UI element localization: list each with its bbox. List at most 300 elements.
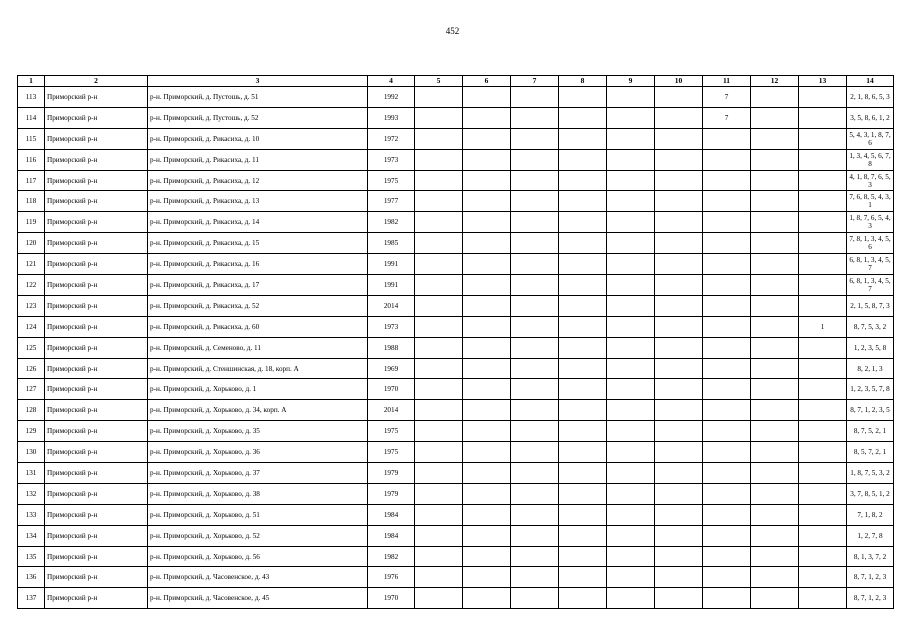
table-row <box>18 295 894 316</box>
cell-district: Приморский р-н <box>45 400 148 421</box>
cell-district: Приморский р-н <box>45 358 148 379</box>
cell-c9 <box>607 337 655 358</box>
cell-c14: 8, 7, 1, 2, 3 <box>847 588 894 609</box>
cell-district: Приморский р-н <box>45 87 148 108</box>
cell-c5 <box>415 337 463 358</box>
data-table <box>17 75 894 609</box>
cell-c13 <box>799 525 847 546</box>
cell-address: р-н. Приморский, д. Хорьково, д. 38 <box>148 483 368 504</box>
cell-c14: 1, 8, 7, 6, 5, 4, 3 <box>847 212 894 233</box>
cell-c12 <box>751 149 799 170</box>
cell-c8 <box>559 191 607 212</box>
cell-c6 <box>463 275 511 296</box>
cell-c11 <box>703 442 751 463</box>
cell-c5 <box>415 149 463 170</box>
table-row <box>18 170 894 191</box>
cell-c8 <box>559 588 607 609</box>
cell-c6 <box>463 254 511 275</box>
cell-n: 123 <box>18 295 45 316</box>
cell-c10 <box>655 588 703 609</box>
cell-year: 2014 <box>368 295 415 316</box>
cell-c9 <box>607 463 655 484</box>
cell-c8 <box>559 567 607 588</box>
cell-c7 <box>511 463 559 484</box>
cell-c8 <box>559 463 607 484</box>
table-row <box>18 128 894 149</box>
cell-c11 <box>703 504 751 525</box>
cell-c11 <box>703 567 751 588</box>
cell-c14: 7, 6, 8, 5, 4, 3, 1 <box>847 191 894 212</box>
cell-c10 <box>655 421 703 442</box>
cell-c5 <box>415 191 463 212</box>
cell-c13 <box>799 128 847 149</box>
cell-c11 <box>703 191 751 212</box>
cell-c7 <box>511 379 559 400</box>
column-header: 10 <box>655 76 703 87</box>
cell-n: 128 <box>18 400 45 421</box>
cell-year: 1991 <box>368 254 415 275</box>
cell-c10 <box>655 358 703 379</box>
cell-district: Приморский р-н <box>45 421 148 442</box>
cell-district: Приморский р-н <box>45 483 148 504</box>
cell-c9 <box>607 170 655 191</box>
cell-c5 <box>415 295 463 316</box>
cell-c7 <box>511 442 559 463</box>
cell-c8 <box>559 275 607 296</box>
table-row <box>18 337 894 358</box>
cell-c9 <box>607 191 655 212</box>
cell-c10 <box>655 442 703 463</box>
cell-c10 <box>655 295 703 316</box>
table-row <box>18 233 894 254</box>
cell-district: Приморский р-н <box>45 442 148 463</box>
cell-c11: 7 <box>703 87 751 108</box>
cell-c12 <box>751 107 799 128</box>
cell-c5 <box>415 588 463 609</box>
cell-c13 <box>799 421 847 442</box>
cell-c13 <box>799 546 847 567</box>
cell-n: 122 <box>18 275 45 296</box>
cell-c12 <box>751 421 799 442</box>
cell-n: 135 <box>18 546 45 567</box>
cell-c11 <box>703 170 751 191</box>
cell-c12 <box>751 170 799 191</box>
cell-c12 <box>751 316 799 337</box>
cell-address: р-н. Приморский, д. Рикасиха, д. 13 <box>148 191 368 212</box>
table-row <box>18 87 894 108</box>
table-row <box>18 212 894 233</box>
cell-c14: 8, 7, 1, 2, 3 <box>847 567 894 588</box>
cell-c14: 8, 5, 7, 2, 1 <box>847 442 894 463</box>
table-row <box>18 191 894 212</box>
cell-c8 <box>559 316 607 337</box>
cell-c9 <box>607 483 655 504</box>
cell-c12 <box>751 546 799 567</box>
cell-c5 <box>415 567 463 588</box>
cell-c13 <box>799 588 847 609</box>
table-row <box>18 149 894 170</box>
cell-address: р-н. Приморский, д. Часовенское, д. 45 <box>148 588 368 609</box>
cell-address: р-н. Приморский, д. Часовенское, д. 43 <box>148 567 368 588</box>
cell-c7 <box>511 546 559 567</box>
cell-c12 <box>751 525 799 546</box>
cell-district: Приморский р-н <box>45 504 148 525</box>
cell-address: р-н. Приморский, д. Пустошь, д. 51 <box>148 87 368 108</box>
cell-c10 <box>655 316 703 337</box>
cell-c6 <box>463 233 511 254</box>
cell-c9 <box>607 421 655 442</box>
cell-district: Приморский р-н <box>45 316 148 337</box>
cell-c8 <box>559 254 607 275</box>
cell-c7 <box>511 191 559 212</box>
cell-year: 1972 <box>368 128 415 149</box>
cell-c11 <box>703 358 751 379</box>
cell-district: Приморский р-н <box>45 525 148 546</box>
cell-address: р-н. Приморский, д. Семеново, д. 11 <box>148 337 368 358</box>
cell-year: 1969 <box>368 358 415 379</box>
cell-c6 <box>463 358 511 379</box>
cell-c10 <box>655 567 703 588</box>
cell-c5 <box>415 107 463 128</box>
cell-c12 <box>751 191 799 212</box>
cell-c8 <box>559 442 607 463</box>
cell-district: Приморский р-н <box>45 275 148 296</box>
cell-c14: 4, 1, 8, 7, 6, 5, 3 <box>847 170 894 191</box>
column-header: 6 <box>463 76 511 87</box>
cell-address: р-н. Приморский, д. Хорьково, д. 35 <box>148 421 368 442</box>
column-header: 1 <box>18 76 45 87</box>
cell-n: 119 <box>18 212 45 233</box>
cell-district: Приморский р-н <box>45 233 148 254</box>
cell-c12 <box>751 87 799 108</box>
cell-c9 <box>607 358 655 379</box>
cell-n: 133 <box>18 504 45 525</box>
cell-c9 <box>607 316 655 337</box>
cell-c11 <box>703 483 751 504</box>
cell-year: 1992 <box>368 87 415 108</box>
cell-c6 <box>463 504 511 525</box>
cell-c6 <box>463 421 511 442</box>
cell-c8 <box>559 483 607 504</box>
cell-c12 <box>751 400 799 421</box>
cell-c12 <box>751 463 799 484</box>
cell-c5 <box>415 212 463 233</box>
cell-c11 <box>703 463 751 484</box>
cell-c13 <box>799 400 847 421</box>
cell-district: Приморский р-н <box>45 149 148 170</box>
page-number: 452 <box>445 26 460 36</box>
cell-c5 <box>415 442 463 463</box>
cell-c6 <box>463 463 511 484</box>
cell-district: Приморский р-н <box>45 212 148 233</box>
cell-c6 <box>463 170 511 191</box>
cell-c11 <box>703 316 751 337</box>
cell-c9 <box>607 212 655 233</box>
table-row <box>18 483 894 504</box>
table-row <box>18 379 894 400</box>
cell-district: Приморский р-н <box>45 295 148 316</box>
cell-c12 <box>751 504 799 525</box>
cell-n: 114 <box>18 107 45 128</box>
cell-c6 <box>463 295 511 316</box>
cell-c13 <box>799 442 847 463</box>
cell-n: 125 <box>18 337 45 358</box>
cell-c14: 8, 1, 3, 7, 2 <box>847 546 894 567</box>
cell-c13 <box>799 191 847 212</box>
cell-year: 1991 <box>368 275 415 296</box>
cell-c10 <box>655 254 703 275</box>
cell-address: р-н. Приморский, д. Хорьково, д. 1 <box>148 379 368 400</box>
cell-c8 <box>559 358 607 379</box>
cell-n: 116 <box>18 149 45 170</box>
cell-c10 <box>655 275 703 296</box>
column-header: 9 <box>607 76 655 87</box>
cell-c14: 8, 2, 1, 3 <box>847 358 894 379</box>
cell-c10 <box>655 463 703 484</box>
cell-c10 <box>655 504 703 525</box>
cell-address: р-н. Приморский, д. Хорьково, д. 56 <box>148 546 368 567</box>
cell-c14: 8, 7, 5, 3, 2 <box>847 316 894 337</box>
cell-address: р-н. Приморский, д. Хорьково, д. 34, корп. А <box>148 400 368 421</box>
cell-c6 <box>463 525 511 546</box>
cell-district: Приморский р-н <box>45 128 148 149</box>
cell-c5 <box>415 421 463 442</box>
table-row <box>18 400 894 421</box>
table-row <box>18 588 894 609</box>
cell-c14: 3, 5, 8, 6, 1, 2 <box>847 107 894 128</box>
table-row <box>18 316 894 337</box>
cell-n: 137 <box>18 588 45 609</box>
cell-address: р-н. Приморский, д. Хорьково, д. 37 <box>148 463 368 484</box>
cell-year: 1975 <box>368 421 415 442</box>
cell-year: 1975 <box>368 170 415 191</box>
cell-c10 <box>655 400 703 421</box>
cell-c14: 1, 3, 4, 5, 6, 7, 8 <box>847 149 894 170</box>
cell-c10 <box>655 128 703 149</box>
column-header: 7 <box>511 76 559 87</box>
cell-address: р-н. Приморский, д. Рикасиха, д. 15 <box>148 233 368 254</box>
cell-c14: 2, 1, 8, 6, 5, 3 <box>847 87 894 108</box>
cell-c12 <box>751 588 799 609</box>
cell-c9 <box>607 442 655 463</box>
cell-c13 <box>799 295 847 316</box>
cell-c13 <box>799 212 847 233</box>
cell-n: 118 <box>18 191 45 212</box>
cell-address: р-н. Приморский, д. Рикасиха, д. 16 <box>148 254 368 275</box>
cell-c5 <box>415 316 463 337</box>
cell-address: р-н. Приморский, д. Рикасиха, д. 60 <box>148 316 368 337</box>
cell-c5 <box>415 483 463 504</box>
cell-c10 <box>655 191 703 212</box>
cell-c6 <box>463 400 511 421</box>
cell-year: 1984 <box>368 525 415 546</box>
cell-c7 <box>511 170 559 191</box>
cell-c6 <box>463 567 511 588</box>
cell-c5 <box>415 463 463 484</box>
cell-year: 1975 <box>368 442 415 463</box>
cell-c13 <box>799 567 847 588</box>
cell-c6 <box>463 149 511 170</box>
cell-c13 <box>799 107 847 128</box>
cell-c6 <box>463 212 511 233</box>
cell-c7 <box>511 525 559 546</box>
cell-c9 <box>607 567 655 588</box>
cell-n: 129 <box>18 421 45 442</box>
table-row <box>18 442 894 463</box>
cell-c5 <box>415 358 463 379</box>
cell-c5 <box>415 504 463 525</box>
cell-year: 1973 <box>368 316 415 337</box>
cell-district: Приморский р-н <box>45 546 148 567</box>
cell-c11 <box>703 400 751 421</box>
cell-district: Приморский р-н <box>45 337 148 358</box>
cell-year: 1984 <box>368 504 415 525</box>
cell-c12 <box>751 567 799 588</box>
cell-year: 1979 <box>368 463 415 484</box>
cell-c7 <box>511 233 559 254</box>
column-header: 12 <box>751 76 799 87</box>
cell-year: 1982 <box>368 546 415 567</box>
cell-c11 <box>703 337 751 358</box>
cell-c11 <box>703 421 751 442</box>
cell-year: 1993 <box>368 107 415 128</box>
cell-c7 <box>511 483 559 504</box>
header-row <box>18 76 894 87</box>
column-header: 3 <box>148 76 368 87</box>
cell-c13 <box>799 504 847 525</box>
cell-c10 <box>655 483 703 504</box>
cell-address: р-н. Приморский, д. Рикасиха, д. 52 <box>148 295 368 316</box>
cell-c13 <box>799 254 847 275</box>
cell-c7 <box>511 504 559 525</box>
cell-c5 <box>415 546 463 567</box>
cell-year: 1982 <box>368 212 415 233</box>
cell-c12 <box>751 337 799 358</box>
cell-c10 <box>655 107 703 128</box>
cell-n: 127 <box>18 379 45 400</box>
cell-c11 <box>703 295 751 316</box>
table-row <box>18 275 894 296</box>
cell-c5 <box>415 254 463 275</box>
column-header: 2 <box>45 76 148 87</box>
cell-c6 <box>463 337 511 358</box>
cell-c10 <box>655 233 703 254</box>
cell-c6 <box>463 128 511 149</box>
column-header: 5 <box>415 76 463 87</box>
cell-c7 <box>511 212 559 233</box>
cell-c11 <box>703 546 751 567</box>
column-header: 14 <box>847 76 894 87</box>
cell-c14: 1, 2, 3, 5, 7, 8 <box>847 379 894 400</box>
cell-c8 <box>559 379 607 400</box>
table-body <box>18 87 894 609</box>
cell-c14: 6, 8, 1, 3, 4, 5, 7 <box>847 254 894 275</box>
cell-n: 126 <box>18 358 45 379</box>
cell-c6 <box>463 546 511 567</box>
cell-c6 <box>463 483 511 504</box>
cell-district: Приморский р-н <box>45 379 148 400</box>
cell-c7 <box>511 275 559 296</box>
cell-c8 <box>559 170 607 191</box>
table-row <box>18 421 894 442</box>
cell-c10 <box>655 525 703 546</box>
cell-c7 <box>511 295 559 316</box>
cell-district: Приморский р-н <box>45 107 148 128</box>
cell-c5 <box>415 170 463 191</box>
cell-c8 <box>559 504 607 525</box>
table-row <box>18 358 894 379</box>
cell-c6 <box>463 191 511 212</box>
cell-c12 <box>751 295 799 316</box>
cell-c14: 1, 2, 7, 8 <box>847 525 894 546</box>
cell-address: р-н. Приморский, д. Пустошь, д. 52 <box>148 107 368 128</box>
table-row <box>18 567 894 588</box>
cell-c8 <box>559 212 607 233</box>
cell-c5 <box>415 128 463 149</box>
cell-c14: 8, 7, 1, 2, 3, 5 <box>847 400 894 421</box>
cell-year: 2014 <box>368 400 415 421</box>
cell-c10 <box>655 546 703 567</box>
cell-c7 <box>511 421 559 442</box>
column-header: 13 <box>799 76 847 87</box>
cell-c5 <box>415 379 463 400</box>
column-header: 8 <box>559 76 607 87</box>
cell-c6 <box>463 107 511 128</box>
cell-c9 <box>607 128 655 149</box>
cell-c10 <box>655 170 703 191</box>
cell-c8 <box>559 337 607 358</box>
cell-n: 121 <box>18 254 45 275</box>
cell-c7 <box>511 149 559 170</box>
cell-n: 136 <box>18 567 45 588</box>
cell-c11 <box>703 588 751 609</box>
cell-c7 <box>511 567 559 588</box>
cell-c6 <box>463 588 511 609</box>
cell-c11: 7 <box>703 107 751 128</box>
cell-c6 <box>463 442 511 463</box>
cell-c8 <box>559 525 607 546</box>
cell-c7 <box>511 128 559 149</box>
cell-n: 120 <box>18 233 45 254</box>
cell-c12 <box>751 233 799 254</box>
cell-c5 <box>415 233 463 254</box>
cell-c12 <box>751 483 799 504</box>
cell-c8 <box>559 87 607 108</box>
cell-address: р-н. Приморский, д. Рикасиха, д. 11 <box>148 149 368 170</box>
cell-c13 <box>799 170 847 191</box>
cell-address: р-н. Приморский, д. Хорьково, д. 36 <box>148 442 368 463</box>
cell-n: 124 <box>18 316 45 337</box>
cell-c7 <box>511 358 559 379</box>
cell-c8 <box>559 128 607 149</box>
table-row <box>18 463 894 484</box>
cell-c11 <box>703 525 751 546</box>
cell-year: 1979 <box>368 483 415 504</box>
cell-address: р-н. Приморский, д. Рикасиха, д. 10 <box>148 128 368 149</box>
cell-c9 <box>607 275 655 296</box>
cell-c10 <box>655 337 703 358</box>
cell-c5 <box>415 525 463 546</box>
cell-year: 1977 <box>368 191 415 212</box>
cell-c7 <box>511 254 559 275</box>
table-row <box>18 546 894 567</box>
cell-c13 <box>799 358 847 379</box>
cell-c7 <box>511 588 559 609</box>
cell-c10 <box>655 379 703 400</box>
cell-c8 <box>559 400 607 421</box>
cell-c10 <box>655 149 703 170</box>
cell-c9 <box>607 525 655 546</box>
